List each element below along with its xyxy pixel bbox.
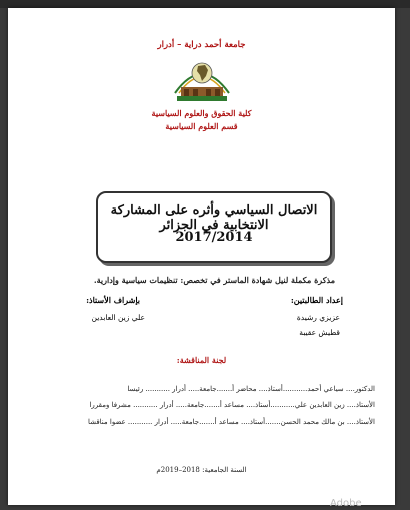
title-box <box>96 191 332 263</box>
faculty-name: كلية الحقوق والعلوم السياسية <box>151 108 252 118</box>
supervisor-name: علي زين العابدين <box>91 313 145 322</box>
memo-description: مذكرة مكملة لنيل شهادة الماستر في تخصص: تنظيمات سياسية وإدارية. <box>93 275 335 285</box>
academic-year: السنة الجامعية: 2018–2019م <box>156 466 247 474</box>
seal-caption: جامعة أحمد دراية <box>187 96 217 101</box>
university-name: جامعة أحمد دراية – أدرار <box>157 40 246 50</box>
committee-label: لجنة المناقشة: <box>176 355 227 365</box>
supervisor-label: بإشراف الأستاذ: <box>86 295 140 305</box>
committee-member: الأستاذ.... زين العابدين علي...........أستاذ.... مساعد أ.......جامعة..... أدرار ........... مشرفا ومقررا <box>89 401 375 409</box>
adobe-watermark: Adobe <box>330 498 362 509</box>
document-page <box>8 8 395 505</box>
students-label: إعداد الطالبتين: <box>290 295 343 305</box>
department-name: قسم العلوم السياسية <box>165 121 238 131</box>
student-name: قطيش عقيبة <box>299 328 340 337</box>
thesis-years: 2017/2014 <box>175 230 253 245</box>
committee-member: الأستاذ.... بن مالك محمد الحسن.......أستاذ.... مساعد أ.......جامعة..... أدرار ........... عضوا مناقشا <box>87 418 375 426</box>
viewer-toolbar <box>0 0 410 8</box>
university-seal-icon <box>171 51 233 101</box>
committee-member: الدكتور.... سياعي أحمد...........أستاذ.... محاضر أ.......جامعة..... أدرار ........... رئيسا <box>127 385 375 393</box>
thesis-title: الاتصال السياسي وأثره على المشاركة الانتخابية في الجزائر <box>110 203 318 233</box>
student-name: عزيزي رشيدة <box>296 313 340 322</box>
